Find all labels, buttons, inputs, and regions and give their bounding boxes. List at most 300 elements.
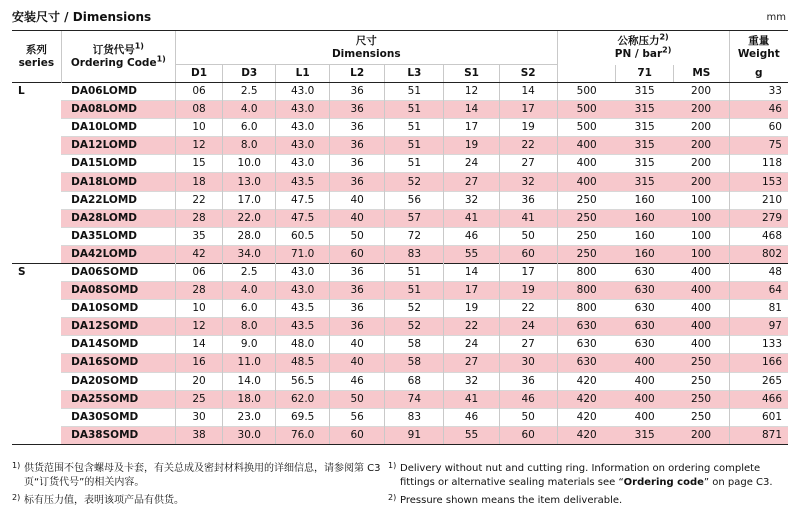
table-cell: 802 <box>729 245 788 263</box>
table-cell: 51 <box>385 83 444 101</box>
table-cell: 315 <box>616 173 674 191</box>
table-cell: 27 <box>499 155 557 173</box>
table-cell: 51 <box>385 101 444 119</box>
ordering-code-cell: DA06LOMD <box>61 83 175 101</box>
table-cell: 630 <box>616 263 674 281</box>
table-cell: 43.0 <box>276 155 329 173</box>
ordering-code-cell: DA12SOMD <box>61 318 175 336</box>
table-cell: 12 <box>176 137 223 155</box>
table-cell: 279 <box>729 209 788 227</box>
table-cell: 41 <box>499 209 557 227</box>
table-cell: 75 <box>729 137 788 155</box>
table-cell: 315 <box>616 426 674 444</box>
footnote <box>12 462 384 490</box>
table-cell: 210 <box>729 191 788 209</box>
table-cell: 25 <box>176 390 223 408</box>
table-row <box>12 155 788 173</box>
table-cell: 400 <box>674 336 730 354</box>
table-cell: 56 <box>329 408 385 426</box>
unit-label: mm <box>766 12 786 23</box>
table-cell: 18.0 <box>223 390 276 408</box>
weight-header-cn: 重量 <box>748 34 770 47</box>
table-cell: 97 <box>729 318 788 336</box>
table-cell: 500 <box>557 119 616 137</box>
table-cell: 69.5 <box>276 408 329 426</box>
dimensions-header-cn: 尺寸 <box>355 34 377 47</box>
series-cell <box>12 101 61 119</box>
table-cell: 56 <box>385 191 444 209</box>
weight-header <box>729 31 788 65</box>
table-row <box>12 137 788 155</box>
table-row <box>12 119 788 137</box>
dimensions-table <box>12 30 788 445</box>
footnote-mark: 1) <box>134 41 144 50</box>
table-cell: 28.0 <box>223 227 276 245</box>
ordering-code-cell: DA10LOMD <box>61 119 175 137</box>
table-row <box>12 426 788 444</box>
table-cell: 6.0 <box>223 300 276 318</box>
table-cell: 43.0 <box>276 83 329 101</box>
table-cell: 43.5 <box>276 300 329 318</box>
ordering-code-header <box>61 31 175 83</box>
table-cell: 153 <box>729 173 788 191</box>
table-cell: 22 <box>444 318 500 336</box>
table-cell: 22 <box>176 191 223 209</box>
table-row <box>12 83 788 101</box>
table-cell: 51 <box>385 155 444 173</box>
ordering-code-cell: DA08SOMD <box>61 282 175 300</box>
table-cell: 48.0 <box>276 336 329 354</box>
table-cell: 60.5 <box>276 227 329 245</box>
table-cell: 10 <box>176 300 223 318</box>
table-cell: 9.0 <box>223 336 276 354</box>
table-cell: 36 <box>499 191 557 209</box>
table-cell: 200 <box>674 426 730 444</box>
series-cell <box>12 300 61 318</box>
table-cell: 36 <box>329 318 385 336</box>
table-cell: 51 <box>385 119 444 137</box>
table-cell: 630 <box>616 318 674 336</box>
table-cell: 250 <box>674 372 730 390</box>
table-cell: 43.0 <box>276 137 329 155</box>
table-cell: 41 <box>444 209 500 227</box>
table-cell: 250 <box>674 408 730 426</box>
table-cell: 17 <box>444 119 500 137</box>
table-cell: 43.0 <box>276 282 329 300</box>
table-cell: 250 <box>557 245 616 263</box>
table-cell: 51 <box>385 282 444 300</box>
ordering-code-cell: DA15LOMD <box>61 155 175 173</box>
table-cell: 36 <box>329 155 385 173</box>
table-cell: 34.0 <box>223 245 276 263</box>
footnote-text: Pressure shown means the item deliverable. <box>400 495 623 506</box>
table-cell: 420 <box>557 408 616 426</box>
table-cell: 55 <box>444 245 500 263</box>
table-cell: 400 <box>616 390 674 408</box>
table-cell: 22.0 <box>223 209 276 227</box>
table-cell: 16 <box>176 354 223 372</box>
table-cell: 630 <box>616 336 674 354</box>
table-cell: 81 <box>729 300 788 318</box>
table-cell: 62.0 <box>276 390 329 408</box>
table-cell: 871 <box>729 426 788 444</box>
table-cell: 630 <box>557 354 616 372</box>
table-cell: 250 <box>557 227 616 245</box>
col-header <box>557 65 616 83</box>
table-cell: 60 <box>729 119 788 137</box>
table-cell: 8.0 <box>223 137 276 155</box>
table-cell: 4.0 <box>223 282 276 300</box>
table-row <box>12 390 788 408</box>
table-cell: 28 <box>176 282 223 300</box>
dimensions-header-en: Dimensions <box>331 47 401 60</box>
table-row <box>12 245 788 263</box>
table-cell: 40 <box>329 336 385 354</box>
table-cell: 630 <box>557 336 616 354</box>
table-cell: 32 <box>444 372 500 390</box>
series-header-cn: 系列 <box>25 43 47 56</box>
dimensions-header <box>176 31 558 65</box>
footnote <box>388 494 788 508</box>
table-cell: 466 <box>729 390 788 408</box>
table-cell: 800 <box>557 300 616 318</box>
pressure-header <box>557 31 729 65</box>
table-cell: 160 <box>616 191 674 209</box>
series-cell <box>12 390 61 408</box>
table-cell: 46 <box>444 408 500 426</box>
table-cell: 50 <box>499 227 557 245</box>
table-row <box>12 101 788 119</box>
table-row <box>12 227 788 245</box>
footnote-mark: 2) <box>662 45 672 55</box>
table-cell: 14 <box>499 83 557 101</box>
table-cell: 40 <box>329 191 385 209</box>
table-cell: 630 <box>616 300 674 318</box>
series-cell <box>12 119 61 137</box>
col-header: S1 <box>444 65 500 83</box>
code-header-cn: 订货代号 <box>92 43 135 56</box>
ordering-code-cell: DA14SOMD <box>61 336 175 354</box>
table-cell: 400 <box>557 155 616 173</box>
col-header: D3 <box>223 65 276 83</box>
col-header: L1 <box>276 65 329 83</box>
series-cell <box>12 245 61 263</box>
series-cell <box>12 155 61 173</box>
table-cell: 160 <box>616 227 674 245</box>
table-row <box>12 263 788 281</box>
table-cell: 2.5 <box>223 83 276 101</box>
table-cell: 630 <box>557 318 616 336</box>
table-cell: 47.5 <box>276 191 329 209</box>
table-cell: 27 <box>444 173 500 191</box>
table-cell: 200 <box>674 119 730 137</box>
table-cell: 51 <box>385 137 444 155</box>
footnote-mark: 2) <box>388 493 397 502</box>
table-cell: 166 <box>729 354 788 372</box>
table-row <box>12 408 788 426</box>
footnote-text: 标有压力值，表明该项产品有供货。 <box>24 495 184 506</box>
table-row <box>12 318 788 336</box>
series-cell <box>12 408 61 426</box>
table-cell: 60 <box>499 426 557 444</box>
table-cell: 52 <box>385 318 444 336</box>
table-cell: 100 <box>674 209 730 227</box>
table-cell: 23.0 <box>223 408 276 426</box>
table-cell: 46 <box>444 227 500 245</box>
table-cell: 17 <box>444 282 500 300</box>
table-cell: 36 <box>329 282 385 300</box>
ordering-code-cell: DA16SOMD <box>61 354 175 372</box>
table-cell: 24 <box>499 318 557 336</box>
table-cell: 18 <box>176 173 223 191</box>
ordering-code-cell: DA06SOMD <box>61 263 175 281</box>
series-cell <box>12 191 61 209</box>
footnote-mark: 2) <box>659 32 669 42</box>
pressure-header-en: PN / bar <box>614 47 663 60</box>
footnote-text: Delivery without nut and cutting ring. Information on ordering complete fittings or alternative sealing materials see “ <box>400 463 761 488</box>
table-row <box>12 173 788 191</box>
table-row <box>12 354 788 372</box>
ordering-code-cell: DA35LOMD <box>61 227 175 245</box>
table-cell: 43.0 <box>276 101 329 119</box>
table-cell: 400 <box>616 372 674 390</box>
col-header: 71 <box>616 65 674 83</box>
table-cell: 20 <box>176 372 223 390</box>
series-cell <box>12 426 61 444</box>
ordering-code-cell: DA08LOMD <box>61 101 175 119</box>
table-cell: 24 <box>444 155 500 173</box>
table-cell: 51 <box>385 263 444 281</box>
page-title: 安装尺寸 / Dimensions <box>12 10 152 24</box>
table-cell: 50 <box>329 390 385 408</box>
table-cell: 200 <box>674 137 730 155</box>
ordering-code-cell: DA42LOMD <box>61 245 175 263</box>
table-cell: 400 <box>674 318 730 336</box>
table-cell: 315 <box>616 119 674 137</box>
table-cell: 400 <box>616 408 674 426</box>
table-row <box>12 372 788 390</box>
col-header: D1 <box>176 65 223 83</box>
table-cell: 55 <box>444 426 500 444</box>
footnote <box>12 494 384 508</box>
table-cell: 100 <box>674 227 730 245</box>
col-header: L3 <box>385 65 444 83</box>
table-cell: 06 <box>176 83 223 101</box>
table-cell: 52 <box>385 300 444 318</box>
table-cell: 10.0 <box>223 155 276 173</box>
footnote-mark: 1) <box>12 461 21 470</box>
footnote-mark: 1) <box>156 54 166 63</box>
table-cell: 22 <box>499 137 557 155</box>
col-header: L2 <box>329 65 385 83</box>
series-cell <box>12 209 61 227</box>
ordering-code-cell: DA25SOMD <box>61 390 175 408</box>
table-cell: 72 <box>385 227 444 245</box>
table-cell: 800 <box>557 263 616 281</box>
table-cell: 100 <box>674 245 730 263</box>
table-cell: 12 <box>176 318 223 336</box>
table-cell: 41 <box>444 390 500 408</box>
table-cell: 12 <box>444 83 500 101</box>
ordering-code-cell: DA12LOMD <box>61 137 175 155</box>
ordering-code-cell: DA30SOMD <box>61 408 175 426</box>
table-cell: 38 <box>176 426 223 444</box>
table-cell: 468 <box>729 227 788 245</box>
notes-english <box>388 462 788 512</box>
series-cell <box>12 173 61 191</box>
table-cell: 91 <box>385 426 444 444</box>
series-cell: L <box>12 83 61 101</box>
table-cell: 60 <box>329 426 385 444</box>
table-cell: 19 <box>444 300 500 318</box>
col-header: MS <box>674 65 730 83</box>
table-cell: 36 <box>329 173 385 191</box>
table-cell: 50 <box>329 227 385 245</box>
table-cell: 19 <box>444 137 500 155</box>
table-cell: 160 <box>616 209 674 227</box>
table-cell: 71.0 <box>276 245 329 263</box>
table-cell: 17.0 <box>223 191 276 209</box>
table-cell: 52 <box>385 173 444 191</box>
table-cell: 48 <box>729 263 788 281</box>
table-cell: 100 <box>674 191 730 209</box>
ordering-code-cell: DA28LOMD <box>61 209 175 227</box>
col-header: S2 <box>499 65 557 83</box>
table-cell: 400 <box>557 137 616 155</box>
table-cell: 83 <box>385 245 444 263</box>
table-cell: 160 <box>616 245 674 263</box>
footnote <box>388 462 788 490</box>
table-cell: 400 <box>616 354 674 372</box>
table-cell: 36 <box>329 137 385 155</box>
table-cell: 17 <box>499 263 557 281</box>
table-cell: 315 <box>616 137 674 155</box>
table-cell: 06 <box>176 263 223 281</box>
table-cell: 36 <box>329 263 385 281</box>
table-cell: 64 <box>729 282 788 300</box>
table-cell: 15 <box>176 155 223 173</box>
table-cell: 58 <box>385 354 444 372</box>
table-cell: 48.5 <box>276 354 329 372</box>
table-cell: 14 <box>444 101 500 119</box>
table-cell: 14 <box>176 336 223 354</box>
ordering-code-cell: DA38SOMD <box>61 426 175 444</box>
table-cell: 420 <box>557 390 616 408</box>
table-cell: 60 <box>329 245 385 263</box>
table-cell: 400 <box>557 173 616 191</box>
table-cell: 30.0 <box>223 426 276 444</box>
table-cell: 58 <box>385 336 444 354</box>
notes-chinese <box>12 462 384 512</box>
table-cell: 250 <box>674 354 730 372</box>
weight-header-en: Weight <box>737 47 780 60</box>
table-cell: 36 <box>329 101 385 119</box>
table-cell: 420 <box>557 426 616 444</box>
table-cell: 46 <box>729 101 788 119</box>
table-cell: 36 <box>329 119 385 137</box>
table-cell: 315 <box>616 101 674 119</box>
table-cell: 46 <box>499 390 557 408</box>
table-cell: 250 <box>557 209 616 227</box>
table-cell: 400 <box>674 263 730 281</box>
table-body <box>12 83 788 445</box>
table-cell: 47.5 <box>276 209 329 227</box>
table-row <box>12 282 788 300</box>
table-cell: 22 <box>499 300 557 318</box>
table-cell: 400 <box>674 282 730 300</box>
table-cell: 56.5 <box>276 372 329 390</box>
table-cell: 14.0 <box>223 372 276 390</box>
table-cell: 118 <box>729 155 788 173</box>
table-cell: 57 <box>385 209 444 227</box>
series-cell <box>12 336 61 354</box>
table-row <box>12 336 788 354</box>
table-cell: 43.0 <box>276 263 329 281</box>
table-row <box>12 209 788 227</box>
table-cell: 133 <box>729 336 788 354</box>
table-cell: 2.5 <box>223 263 276 281</box>
table-cell: 33 <box>729 83 788 101</box>
table-cell: 08 <box>176 101 223 119</box>
footnote-bold-text: Ordering code <box>623 477 704 488</box>
series-header <box>12 31 61 83</box>
table-cell: 6.0 <box>223 119 276 137</box>
table-cell: 36 <box>329 83 385 101</box>
table-cell: 60 <box>499 245 557 263</box>
table-cell: 74 <box>385 390 444 408</box>
series-cell: S <box>12 263 61 281</box>
table-cell: 50 <box>499 408 557 426</box>
table-cell: 420 <box>557 372 616 390</box>
table-cell: 265 <box>729 372 788 390</box>
table-cell: 200 <box>674 83 730 101</box>
ordering-code-cell: DA18LOMD <box>61 173 175 191</box>
table-cell: 500 <box>557 83 616 101</box>
table-cell: 200 <box>674 155 730 173</box>
table-cell: 11.0 <box>223 354 276 372</box>
table-cell: 28 <box>176 209 223 227</box>
table-cell: 400 <box>674 300 730 318</box>
table-cell: 315 <box>616 83 674 101</box>
table-cell: 83 <box>385 408 444 426</box>
series-cell <box>12 137 61 155</box>
footnote-mark: 1) <box>388 461 397 470</box>
table-cell: 32 <box>499 173 557 191</box>
ordering-code-cell: DA22LOMD <box>61 191 175 209</box>
table-cell: 76.0 <box>276 426 329 444</box>
table-cell: 8.0 <box>223 318 276 336</box>
table-cell: 36 <box>329 300 385 318</box>
table-cell: 30 <box>499 354 557 372</box>
series-cell <box>12 354 61 372</box>
table-cell: 10 <box>176 119 223 137</box>
table-cell: 315 <box>616 155 674 173</box>
code-header-en: Ordering Code <box>70 56 157 69</box>
table-cell: 13.0 <box>223 173 276 191</box>
table-cell: 30 <box>176 408 223 426</box>
series-header-en: series <box>18 56 55 69</box>
table-cell: 250 <box>557 191 616 209</box>
table-cell: 630 <box>616 282 674 300</box>
series-cell <box>12 318 61 336</box>
table-cell: 43.0 <box>276 119 329 137</box>
table-row <box>12 191 788 209</box>
table-cell: 43.5 <box>276 318 329 336</box>
table-cell: 601 <box>729 408 788 426</box>
table-cell: 19 <box>499 282 557 300</box>
table-cell: 40 <box>329 209 385 227</box>
table-cell: 36 <box>499 372 557 390</box>
